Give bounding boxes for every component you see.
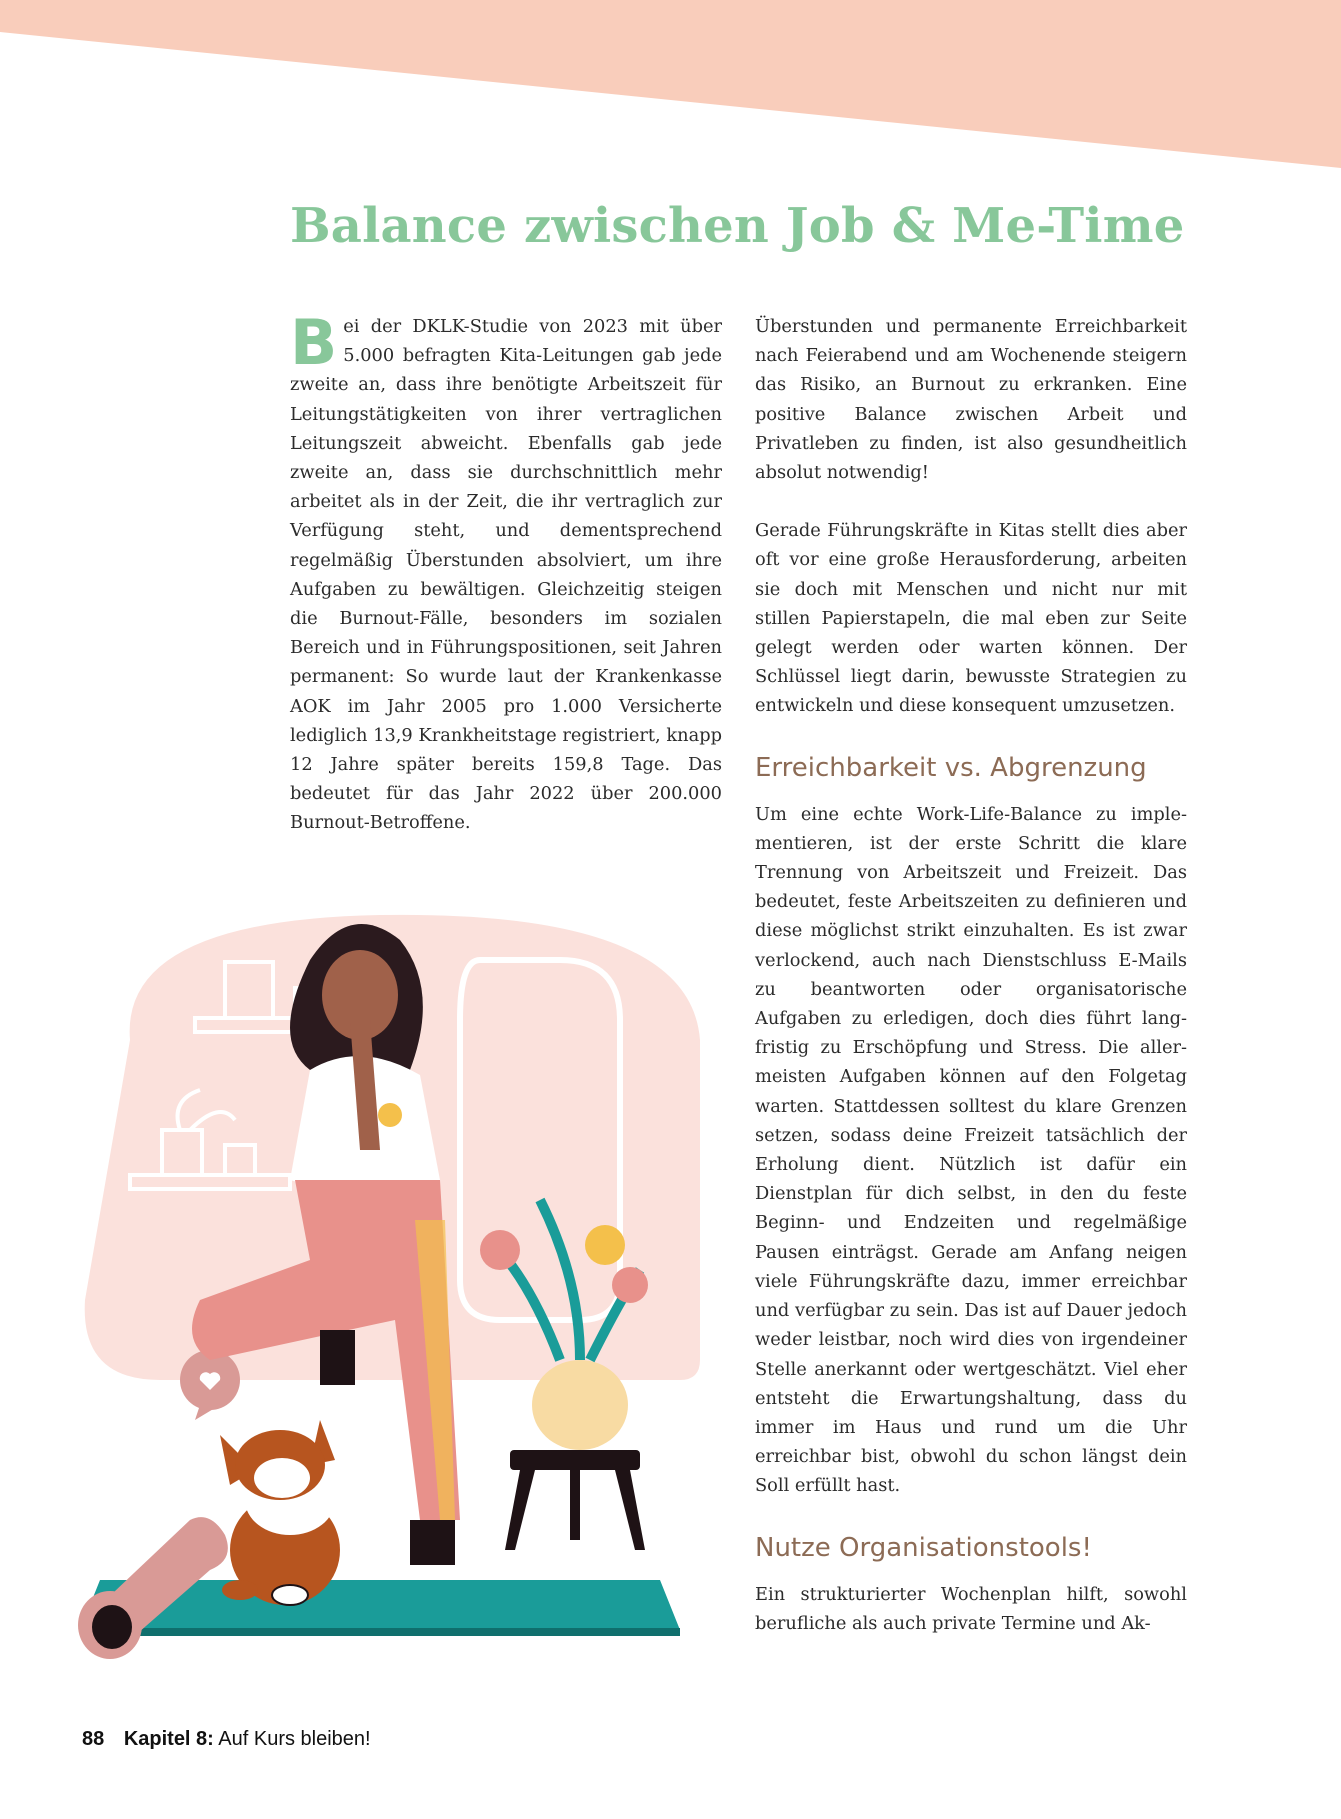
page-footer <box>82 1728 371 1751</box>
drop-cap: B <box>290 306 338 379</box>
paragraph-2: Gerade Führungskräfte in Kitas stellt dies aber oft vor eine große Herausforderung, arbeiten sie doch mit Menschen und nicht nur mit stillen Papierstapeln, die mal eben zur Seite gelegt werden oder warten können. Der Schlüssel liegt darin, bewusste Strategien zu entwickeln und diese konsequent umzusetzen. <box>755 520 1187 717</box>
right-column <box>755 312 1187 1667</box>
dog-icon <box>220 1420 340 1605</box>
intro-text: ei der DKLK-Studie von 2023 mit über 5.000 befragten Kita-Leitungen gab jede zweite an, dass ihre benötigte Arbeitszeit für Leitungstätigkeiten von ihrer vertraglichen Leitungszeit abweicht. Ebenfalls gab jede zweite an, dass sie durchschnittlich mehr arbeitet als in der Zeit, die ihr vertraglich zur Verfügung steht, und dementsprechend regelmäßig Überstunden absolviert, um ihre Aufgaben zu bewältigen. Gleichzeitig steigen die Burnout-Fälle, besonders im sozialen Bereich und in Führungspositionen, seit Jahren permanent: So wurde laut der Krankenkasse AOK im Jahr 2005 pro 1.000 Versicherte lediglich 13,9 Krankheitstage registriert, knapp 12 Jahre später bereits 159,8 Tage. Das bedeutet für das Jahr 2022 über 200.000 Burnout-Betroffene. <box>290 316 722 834</box>
left-column <box>290 306 722 867</box>
chapter-title: Auf Kurs bleiben! <box>218 1728 371 1750</box>
paragraph-4: Ein strukturierter Wochenplan hilft, sowohl berufliche als auch private Termine und Ak- <box>755 1583 1187 1634</box>
subheading-organisationstools: Nutze Organisationstools! <box>755 1532 1092 1563</box>
intro-paragraph <box>290 306 722 838</box>
top-banner <box>0 0 1341 180</box>
stool-icon <box>505 1450 645 1550</box>
subheading-erreichbarkeit: Erreichbarkeit vs. Abgrenzung <box>755 752 1147 783</box>
page-number: 88 <box>82 1728 105 1750</box>
heart-bubble-icon <box>180 1350 240 1420</box>
paragraph-1: Überstunden und permanente Erreichbarkeit nach Feierabend und am Wochenende steigern das Risiko, an Burnout zu erkranken. Eine positive Balance zwischen Arbeit und Privatleben zu finden, ist also gesundheitlich absolut notwendig! <box>755 316 1187 484</box>
paragraph-3: Um eine echte Work-Life-Balance zu implementieren, ist der erste Schritt die klare Trennung von Arbeitszeit und Freizeit. Das bedeutet, feste Arbeitszeiten zu definieren und diese möglichst strikt einzuhalten. Es ist zwar verlockend, auch nach Dienstschluss E-Mails zu beantworten oder organisatorische Aufgaben zu erledigen, doch dies führt langfristig zu Erschöpfung und Stress. Die allermeisten Aufgaben können auf den Folgetag warten. Stattdessen solltest du klare Grenzen setzen, sodass deine Freizeit tatsächlich der Erholung dient. Nützlich ist dafür ein Dienstplan für dich selbst, in den du feste Beginn- und Endzeiten und regelmäßige Pausen einträgst. Gerade am Anfang neigen viele Führungskräfte dazu, immer erreichbar und verfügbar zu sein. Das ist auf Dauer jedoch weder leistbar, noch wird dies von irgendeiner Stelle anerkannt oder wertgeschätzt. Viel eher entsteht die Erwartungshaltung, dass du immer im Haus und rund um die Uhr erreichbar bist, obwohl du schon längst dein Soll erfüllt hast. <box>755 803 1187 1497</box>
page-title: Balance zwischen Job & Me-Time <box>290 198 1185 254</box>
yoga-illustration <box>60 900 740 1680</box>
chapter-label: Kapitel 8: <box>123 1728 214 1750</box>
